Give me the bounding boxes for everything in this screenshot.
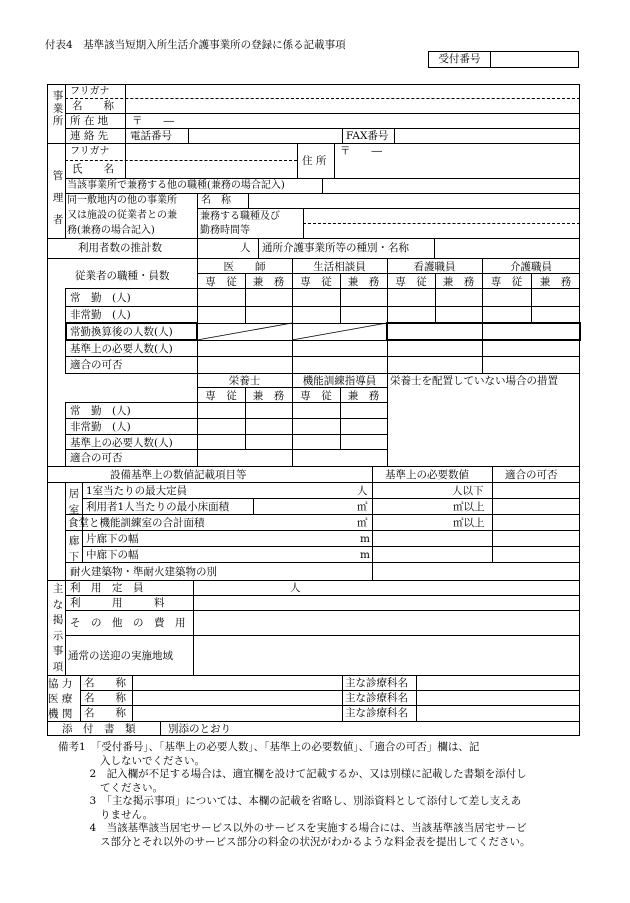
group-jigyosho-label: 事 業 所: [52, 90, 64, 127]
kanrisha-duty-label-1: 兼務する職種及び: [200, 211, 280, 222]
attachment-value: 別添のとおり: [168, 723, 231, 735]
transport-area-label: 通常の送迎の実施地域: [68, 650, 173, 662]
staff-row-required: 基準上の必要人数(人): [70, 343, 173, 355]
jigyosho-contact-label: 連 絡 先: [70, 130, 109, 142]
fee-label: 利 用 料: [70, 597, 165, 609]
users-unit: 人: [240, 242, 251, 254]
attachment-label: 添 付 書 類: [62, 723, 136, 735]
counselor-ken: 兼 務: [347, 276, 380, 288]
note-line: 入しないでください。: [58, 754, 205, 767]
dietitian-sen: 専 従: [205, 390, 237, 402]
note-line: 2 記入欄が不足する場合は、適宜欄を設けて記載するか、又は別様に記載した書類を添付し: [58, 768, 527, 780]
facility-r4-unit: m: [360, 533, 370, 545]
kanrisha-same-site-label-2: 又は施設の従業者との兼: [67, 210, 177, 221]
facility-r2-unit: ㎡: [357, 501, 368, 513]
kanrisha-duty-label-2: 勤務時間等: [200, 225, 250, 236]
kanrisha-furigana-label: フリガナ: [70, 146, 110, 157]
main-items-group-label: 主 な 掲 示 事 項: [52, 583, 64, 673]
trainer-ken: 兼 務: [347, 390, 380, 402]
kanrisha-same-site-label-1: 同一敷地内の他の事業所: [67, 195, 177, 206]
role-counselor: 生活相談員: [313, 261, 366, 273]
staff2-row-required: 基準上の必要人数(人): [70, 437, 173, 449]
doctor-ken: 兼 務: [252, 276, 285, 288]
coop-group-label: 協 力 医 療 機 関: [48, 678, 73, 720]
note-line: 備考1 「受付番号」、「基準上の必要人数」、「基準上の必要数値」、「適合の可否」欄は、記: [58, 741, 480, 753]
coop-dept-label-1: 主な診療科名: [345, 677, 408, 689]
dietitian-note-label: 栄養士を配置していない場合の措置: [390, 375, 558, 387]
kanrisha-postal[interactable]: 〒 ―: [340, 145, 382, 157]
jigyosho-postal[interactable]: 〒 ―: [132, 115, 174, 127]
staff-header: 従業者の職種・員数: [75, 270, 170, 282]
role-dietitian: 栄養士: [228, 375, 261, 387]
facility-r5-label: 中廊下の幅: [86, 549, 139, 561]
note-line: りません。: [58, 808, 154, 821]
note-line: ス部分とそれ以外のサービス部分の料金の状況がわかるような料金表を提出してください。: [58, 835, 531, 848]
facility-r3-unit: ㎡: [357, 517, 368, 529]
kanrisha-same-site-label-3: 務(兼務の場合記入): [67, 225, 155, 236]
kanrisha-facility-name-label: 名 称: [201, 195, 231, 206]
form-title: 付表4 基準該当短期入所生活介護事業所の登録に係る記載事項: [45, 39, 346, 51]
staff-row-compliance: 適合の可否: [70, 359, 123, 371]
kanrisha-name-label: 氏 名: [72, 163, 114, 175]
jigyosho-fax-label: FAX番号: [346, 130, 389, 142]
facility-r1-required: 人以下: [452, 485, 484, 497]
facility-r5-unit: m: [360, 549, 370, 561]
counselor-sen: 専 従: [300, 276, 332, 288]
doctor-sen: 専 従: [205, 276, 237, 288]
role-trainer: 機能訓練指導員: [302, 375, 377, 387]
facility-r2-label: 利用者1人当たりの最小床面積: [86, 501, 230, 513]
other-cost-label: そ の 他 の 費 用: [70, 617, 186, 629]
staff2-row-fulltime: 常 勤 (人): [70, 405, 131, 417]
nurse-sen: 専 従: [395, 276, 427, 288]
jigyosho-phone-label: 電話番号: [130, 130, 172, 142]
jigyosho-name-label: 名 称: [72, 100, 114, 112]
facility-r1-label: 1室当たりの最大定員: [86, 485, 188, 497]
staff-row-parttime: 非常勤 (人): [70, 309, 131, 321]
facility-r6-label: 耐火建築物・準耐火建築物の別: [70, 566, 217, 578]
role-nurse: 看護職員: [413, 261, 456, 273]
jigyosho-address-label: 所 在 地: [70, 115, 109, 127]
coop-name-label-3: 名 称: [84, 707, 126, 719]
kanrisha-address-label: 住 所: [302, 155, 327, 167]
role-doctor: 医 師: [223, 261, 266, 273]
facility-r4-label: 片廊下の幅: [86, 533, 139, 545]
staff-row-fulltime: 常 勤 (人): [70, 292, 131, 304]
coop-name-label-2: 名 称: [84, 692, 126, 704]
staff-row-fte: 常勤換算後の人数(人): [70, 326, 173, 338]
facility-r1-unit: 人: [357, 485, 368, 497]
coop-dept-label-3: 主な診療科名: [345, 707, 408, 719]
staff2-row-compliance: 適合の可否: [70, 452, 123, 464]
role-caregiver: 介護職員: [510, 261, 552, 273]
capacity-label: 利 用 定 員: [70, 582, 144, 594]
capacity-unit: 人: [290, 582, 301, 594]
reception-number-label: 受付番号: [429, 52, 491, 67]
users-type-label: 通所介護事業所等の種別・名称: [262, 242, 409, 254]
jigyosho-furigana-label: フリガナ: [70, 86, 110, 97]
caregiver-ken: 兼 務: [539, 276, 572, 288]
facility-r2-required: ㎡以上: [453, 501, 485, 513]
group-kanrisha-label: 管 理 者: [52, 170, 64, 226]
hall-group-label: 廊 下: [68, 535, 80, 563]
note-line: 3 「主な掲示事項」については、本欄の記載を省略し、別添資料として添付して差し支えあ: [58, 795, 522, 807]
trainer-sen: 専 従: [300, 390, 332, 402]
users-estimate-label: 利用者数の推計数: [78, 242, 162, 254]
dietitian-ken: 兼 務: [252, 390, 285, 402]
note-line: 4 当該基準該当居宅サービス以外のサービスを実施する場合には、当該基準該当居宅サービ: [58, 822, 527, 834]
kanrisha-other-job-label: 当該事業所で兼務する他の職種(兼務の場合記入): [67, 180, 285, 191]
nurse-ken: 兼 務: [442, 276, 475, 288]
facility-r3-label: 食堂と機能訓練室の合計面積: [68, 517, 205, 529]
facility-r3-required: ㎡以上: [453, 517, 485, 529]
staff2-row-parttime: 非常勤 (人): [70, 421, 131, 433]
coop-dept-label-2: 主な診療科名: [345, 692, 408, 704]
notes: [58, 741, 578, 849]
facility-ok-header: 適合の可否: [505, 469, 558, 481]
coop-name-label-1: 名 称: [84, 677, 126, 689]
room-group-label: 居 室: [68, 488, 80, 516]
facility-header: 設備基準上の数値記載項目等: [110, 469, 247, 481]
caregiver-sen: 専 従: [490, 276, 523, 288]
note-line: てください。: [58, 781, 163, 794]
facility-required-header: 基準上の必要数値: [385, 469, 469, 481]
